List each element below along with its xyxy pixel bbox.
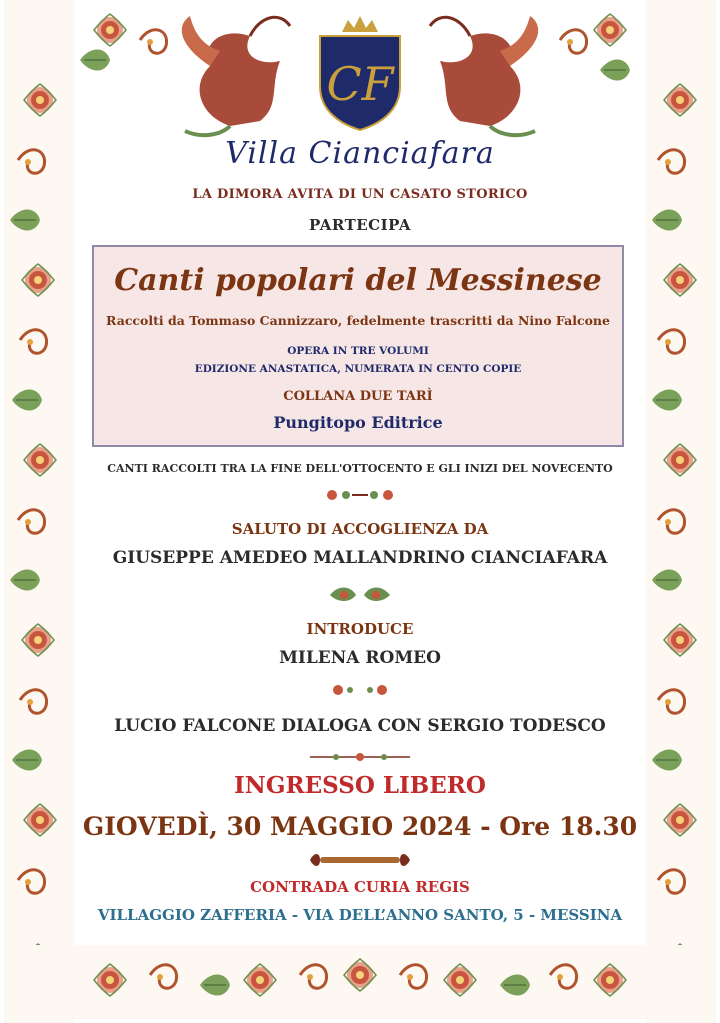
crest-logo [80,6,640,146]
book-title: Canti popolari del Messinese [114,263,602,298]
collana-name: COLLANA DUE TARÌ [283,389,433,404]
border-right [646,0,716,1023]
border-left [4,0,74,1023]
partecipa-heading: PARTECIPA [309,216,411,234]
floral-divider-icon [328,682,392,698]
publisher-name: Pungitopo Editrice [273,413,443,432]
tagline: LA DIMORA AVITA DI UN CASATO STORICO [192,187,528,202]
opera-volumes: OPERA IN TRE VOLUMI [287,345,429,357]
ornament-divider-icon [306,751,414,763]
shield-crest [320,16,400,130]
introduce-label: INTRODUCE [306,620,414,638]
floral-divider-icon [320,583,400,605]
free-entry: INGRESSO LIBERO [234,772,486,799]
poster-content [80,0,640,1023]
edizione-info: EDIZIONE ANASTATICA, NUMERATA IN CENTO COPIE [194,363,522,375]
right-griffin-icon [430,16,538,135]
introduce-name: MILENA ROMEO [279,648,441,668]
book-subtitle: Raccolti da Tommaso Cannizzaro, fedelmente trascritti da Nino Falcone [106,313,610,328]
saluto-label: SALUTO DI ACCOGLIENZA DA [231,520,489,538]
venue-name: CONTRADA CURIA REGIS [250,878,470,896]
crest-monogram: CF [326,57,394,111]
villa-name: Villa Cianciafara [225,136,495,171]
saluto-name: GIUSEPPE AMEDEO MALLANDRINO CIANCIAFARA [112,548,608,568]
dialogue-speakers: LUCIO FALCONE DIALOGA CON SERGIO TODESCO [114,716,606,736]
book-info-box [92,245,624,447]
scroll-ornament-icon [306,852,414,868]
floral-divider-icon [320,487,400,503]
crown-icon [342,16,378,32]
venue-address: VILLAGGIO ZAFFERIA - VIA DELL’ANNO SANTO, 5 - MESSINA [97,906,623,924]
event-date-time: GIOVEDÌ, 30 MAGGIO 2024 - Ore 18.30 [82,812,638,841]
left-griffin-icon [182,16,290,135]
collection-period: CANTI RACCOLTI TRA LA FINE DELL'OTTOCENTO E GLI INIZI DEL NOVECENTO [107,462,613,475]
